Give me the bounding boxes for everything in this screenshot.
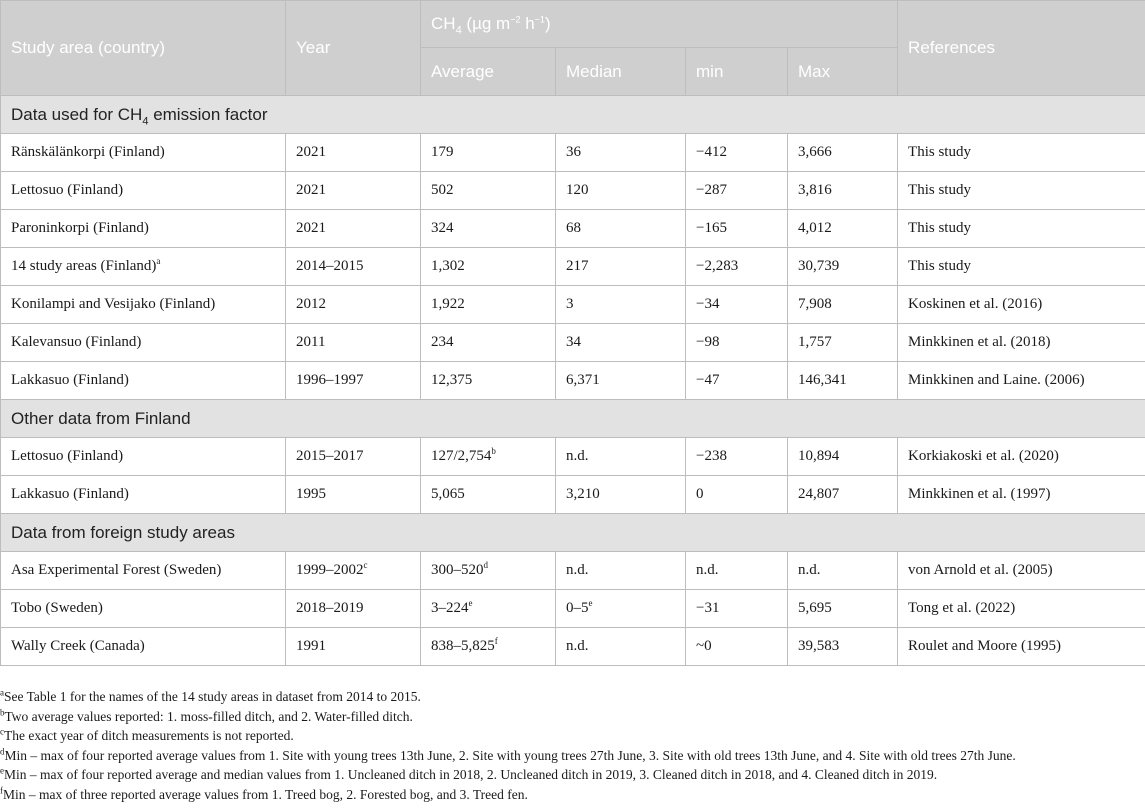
cell-average-value: 179 bbox=[431, 144, 454, 160]
cell-reference-value: This study bbox=[908, 182, 971, 198]
cell-average-footnote-mark: f bbox=[494, 636, 498, 646]
cell-average-footnote-mark: e bbox=[468, 598, 473, 608]
table-row bbox=[1, 134, 1145, 172]
cell-min-value: 0 bbox=[696, 486, 704, 502]
cell-median-value: 34 bbox=[566, 334, 581, 350]
cell-average-footnote-mark: d bbox=[483, 560, 488, 570]
cell-min-value: −2,283 bbox=[696, 258, 739, 274]
cell-reference bbox=[898, 324, 1145, 362]
cell-study-area-value: Asa Experimental Forest (Sweden) bbox=[11, 562, 222, 578]
cell-max-value: 4,012 bbox=[798, 220, 832, 236]
cell-average-value: 12,375 bbox=[431, 372, 473, 388]
cell-average bbox=[421, 438, 556, 476]
footnote bbox=[0, 765, 1145, 785]
cell-reference-value: This study bbox=[908, 144, 971, 160]
cell-study-area bbox=[1, 438, 286, 476]
cell-reference-value: Minkkinen and Laine. (2006) bbox=[908, 372, 1085, 388]
cell-reference bbox=[898, 286, 1145, 324]
cell-max bbox=[788, 628, 898, 666]
cell-study-area-value: Lettosuo (Finland) bbox=[11, 448, 124, 464]
footnote bbox=[0, 707, 1145, 727]
table-row bbox=[1, 590, 1145, 628]
cell-median bbox=[556, 476, 686, 514]
cell-study-area-value: Tobo (Sweden) bbox=[11, 600, 103, 616]
cell-min-value: n.d. bbox=[696, 562, 719, 578]
cell-study-area-value: Lakkasuo (Finland) bbox=[11, 372, 129, 388]
cell-year-value: 2011 bbox=[296, 334, 326, 350]
cell-reference bbox=[898, 552, 1145, 590]
cell-reference bbox=[898, 248, 1145, 286]
cell-reference bbox=[898, 476, 1145, 514]
cell-study-area-value: Wally Creek (Canada) bbox=[11, 638, 145, 654]
cell-median bbox=[556, 210, 686, 248]
cell-max-value: 3,816 bbox=[798, 182, 832, 198]
cell-max-value: 7,908 bbox=[798, 296, 832, 312]
cell-reference bbox=[898, 628, 1145, 666]
cell-average-value: 234 bbox=[431, 334, 454, 350]
footnote-text: Two average values reported: 1. moss-filled ditch, and 2. Water-filled ditch. bbox=[4, 708, 413, 724]
cell-year bbox=[286, 476, 421, 514]
footnote-mark: f bbox=[0, 785, 3, 795]
cell-min-value: −165 bbox=[696, 220, 727, 236]
table-row bbox=[1, 362, 1145, 400]
cell-average-value: 300–520 bbox=[431, 562, 484, 578]
ch4-units-b: h bbox=[520, 14, 535, 33]
cell-median-value: n.d. bbox=[566, 562, 589, 578]
cell-max bbox=[788, 286, 898, 324]
cell-min bbox=[686, 248, 788, 286]
ch4-units-exp1: −2 bbox=[510, 14, 521, 25]
cell-year bbox=[286, 438, 421, 476]
cell-year-value: 1995 bbox=[296, 486, 326, 502]
cell-median bbox=[556, 438, 686, 476]
cell-average-value: 838–5,825 bbox=[431, 638, 495, 654]
cell-median-value: 6,371 bbox=[566, 372, 600, 388]
col-header-year: Year bbox=[286, 1, 421, 96]
cell-year bbox=[286, 628, 421, 666]
cell-median-footnote-mark: e bbox=[588, 598, 593, 608]
cell-year bbox=[286, 590, 421, 628]
cell-study-area bbox=[1, 248, 286, 286]
cell-average bbox=[421, 172, 556, 210]
cell-reference bbox=[898, 172, 1145, 210]
cell-average-value: 1,302 bbox=[431, 258, 465, 274]
cell-max-value: 3,666 bbox=[798, 144, 832, 160]
cell-study-area-value: 14 study areas (Finland) bbox=[11, 258, 157, 274]
table-row bbox=[1, 286, 1145, 324]
cell-median-value: n.d. bbox=[566, 448, 589, 464]
cell-min bbox=[686, 476, 788, 514]
cell-max bbox=[788, 438, 898, 476]
col-header-max: Max bbox=[788, 48, 898, 96]
cell-max bbox=[788, 324, 898, 362]
cell-max-value: n.d. bbox=[798, 562, 821, 578]
cell-min bbox=[686, 590, 788, 628]
table-row bbox=[1, 438, 1145, 476]
cell-year bbox=[286, 362, 421, 400]
cell-min bbox=[686, 286, 788, 324]
cell-min-value: −98 bbox=[696, 334, 720, 350]
cell-min bbox=[686, 628, 788, 666]
cell-min bbox=[686, 134, 788, 172]
cell-study-area-value: Ränskälänkorpi (Finland) bbox=[11, 144, 165, 160]
cell-min-value: −412 bbox=[696, 144, 727, 160]
cell-year-value: 2021 bbox=[296, 144, 326, 160]
footnote bbox=[0, 746, 1145, 766]
cell-study-area-value: Paroninkorpi (Finland) bbox=[11, 220, 149, 236]
footnotes bbox=[0, 687, 1145, 804]
cell-study-area-footnote-mark: a bbox=[156, 256, 161, 266]
footnote-mark: e bbox=[0, 765, 4, 776]
cell-reference bbox=[898, 134, 1145, 172]
footnote-mark: c bbox=[0, 726, 4, 737]
cell-reference-value: Tong et al. (2022) bbox=[908, 600, 1016, 616]
cell-reference-value: Minkkinen et al. (2018) bbox=[908, 334, 1051, 350]
cell-reference-value: von Arnold et al. (2005) bbox=[908, 562, 1053, 578]
cell-max-value: 24,807 bbox=[798, 486, 840, 502]
table-body bbox=[1, 96, 1145, 666]
cell-min bbox=[686, 172, 788, 210]
cell-max bbox=[788, 134, 898, 172]
table-row bbox=[1, 476, 1145, 514]
col-header-min: min bbox=[686, 48, 788, 96]
cell-average bbox=[421, 476, 556, 514]
cell-year-value: 2021 bbox=[296, 182, 326, 198]
cell-year-footnote-mark: c bbox=[363, 560, 368, 570]
cell-reference bbox=[898, 438, 1145, 476]
ch4-prefix: CH bbox=[431, 14, 456, 33]
ch4-units-c: ) bbox=[544, 14, 551, 33]
cell-study-area-value: Kalevansuo (Finland) bbox=[11, 334, 142, 350]
cell-average-value: 127/2,754 bbox=[431, 448, 492, 464]
cell-median bbox=[556, 286, 686, 324]
cell-min-value: ~0 bbox=[696, 638, 712, 654]
footnote bbox=[0, 785, 1145, 805]
cell-max bbox=[788, 476, 898, 514]
cell-min bbox=[686, 552, 788, 590]
cell-year-value: 1996–1997 bbox=[296, 372, 364, 388]
cell-average bbox=[421, 286, 556, 324]
footnote-text: The exact year of ditch measurements is not reported. bbox=[4, 728, 294, 743]
cell-reference-value: Koskinen et al. (2016) bbox=[908, 296, 1043, 312]
cell-median-value: n.d. bbox=[566, 638, 589, 654]
cell-year-value: 2015–2017 bbox=[296, 448, 364, 464]
cell-study-area-value: Lakkasuo (Finland) bbox=[11, 486, 129, 502]
section-title bbox=[1, 96, 1145, 134]
cell-max bbox=[788, 552, 898, 590]
table-row bbox=[1, 248, 1145, 286]
cell-year-value: 1991 bbox=[296, 638, 326, 654]
cell-min-value: −287 bbox=[696, 182, 727, 198]
cell-reference-value: This study bbox=[908, 258, 971, 274]
footnote-text: Min – max of four reported average and median values from 1. Uncleaned ditch in 2018, 2. Uncleaned ditch in 2019, 3. Cleaned ditch in 2018, and 4. Cleaned ditch in 2019. bbox=[4, 767, 938, 782]
cell-year bbox=[286, 248, 421, 286]
cell-max-value: 39,583 bbox=[798, 638, 840, 654]
section-title bbox=[1, 514, 1145, 552]
cell-year bbox=[286, 552, 421, 590]
cell-max-value: 5,695 bbox=[798, 600, 832, 616]
table-row bbox=[1, 628, 1145, 666]
cell-year bbox=[286, 172, 421, 210]
section-title-text: Data used for CH bbox=[11, 104, 143, 124]
cell-average-value: 1,922 bbox=[431, 296, 465, 312]
cell-average-value: 3–224 bbox=[431, 600, 469, 616]
table-row bbox=[1, 324, 1145, 362]
cell-reference bbox=[898, 210, 1145, 248]
cell-max bbox=[788, 362, 898, 400]
cell-reference bbox=[898, 362, 1145, 400]
cell-reference-value: This study bbox=[908, 220, 971, 236]
cell-median bbox=[556, 628, 686, 666]
cell-max bbox=[788, 172, 898, 210]
cell-max bbox=[788, 248, 898, 286]
cell-average-footnote-mark: b bbox=[491, 446, 496, 456]
table-row bbox=[1, 172, 1145, 210]
cell-average bbox=[421, 248, 556, 286]
footnote-text: Min – max of three reported average values from 1. Treed bog, 2. Forested bog, and 3. Treed fen. bbox=[3, 786, 528, 802]
cell-median-value: 3 bbox=[566, 296, 574, 312]
cell-study-area bbox=[1, 628, 286, 666]
footnote-text: See Table 1 for the names of the 14 study areas in dataset from 2014 to 2015. bbox=[4, 689, 421, 704]
cell-median bbox=[556, 172, 686, 210]
footnote-mark: d bbox=[0, 746, 5, 756]
cell-study-area-value: Konilampi and Vesijako (Finland) bbox=[11, 296, 216, 312]
section-row bbox=[1, 96, 1145, 134]
footnote bbox=[0, 687, 1145, 707]
section-title-subscript: 4 bbox=[142, 114, 149, 127]
cell-average bbox=[421, 324, 556, 362]
footnote-text: Min – max of four reported average values from 1. Site with young trees 13th June, 2. Site with young trees 27th June, 3. Site with old trees 13th June, and 4. Site with old trees 27th June. bbox=[4, 747, 1016, 763]
ch4-units-exp2: −1 bbox=[534, 14, 545, 25]
cell-max-value: 10,894 bbox=[798, 448, 840, 464]
section-title-text: Other data from Finland bbox=[11, 408, 191, 428]
cell-year-value: 2018–2019 bbox=[296, 600, 364, 616]
cell-median-value: 36 bbox=[566, 144, 581, 160]
table-row bbox=[1, 210, 1145, 248]
ch4-units-a: (µg m bbox=[461, 14, 511, 33]
cell-year-value: 2014–2015 bbox=[296, 258, 364, 274]
cell-min-value: −31 bbox=[696, 600, 720, 616]
cell-median bbox=[556, 324, 686, 362]
cell-reference bbox=[898, 590, 1145, 628]
cell-average bbox=[421, 628, 556, 666]
cell-max-value: 1,757 bbox=[798, 334, 832, 350]
col-header-ch4 bbox=[421, 1, 898, 48]
cell-min-value: −238 bbox=[696, 448, 727, 464]
cell-study-area bbox=[1, 590, 286, 628]
footnote-mark: b bbox=[0, 707, 5, 717]
cell-reference-value: Korkiakoski et al. (2020) bbox=[908, 448, 1059, 464]
footnote-mark: a bbox=[0, 687, 4, 698]
cell-max bbox=[788, 590, 898, 628]
cell-min bbox=[686, 438, 788, 476]
cell-median bbox=[556, 134, 686, 172]
cell-average-value: 502 bbox=[431, 182, 454, 198]
cell-median-value: 217 bbox=[566, 258, 589, 274]
cell-year bbox=[286, 324, 421, 362]
col-header-average: Average bbox=[421, 48, 556, 96]
cell-median bbox=[556, 552, 686, 590]
cell-study-area bbox=[1, 134, 286, 172]
cell-reference-value: Roulet and Moore (1995) bbox=[908, 638, 1061, 654]
cell-average-value: 324 bbox=[431, 220, 454, 236]
section-row bbox=[1, 400, 1145, 438]
cell-study-area bbox=[1, 172, 286, 210]
cell-study-area bbox=[1, 552, 286, 590]
col-header-references: References bbox=[898, 1, 1145, 96]
cell-study-area-value: Lettosuo (Finland) bbox=[11, 182, 124, 198]
cell-study-area bbox=[1, 362, 286, 400]
cell-year bbox=[286, 210, 421, 248]
cell-year bbox=[286, 134, 421, 172]
col-header-median: Median bbox=[556, 48, 686, 96]
ch4-subscript: 4 bbox=[455, 24, 462, 37]
cell-median bbox=[556, 248, 686, 286]
cell-min bbox=[686, 324, 788, 362]
cell-max bbox=[788, 210, 898, 248]
header-row-1 bbox=[1, 1, 1145, 48]
cell-average bbox=[421, 552, 556, 590]
cell-max-value: 30,739 bbox=[798, 258, 840, 274]
cell-year-value: 1999–2002 bbox=[296, 562, 364, 578]
cell-study-area bbox=[1, 324, 286, 362]
footnote bbox=[0, 726, 1145, 746]
cell-median bbox=[556, 590, 686, 628]
cell-min bbox=[686, 362, 788, 400]
cell-average bbox=[421, 210, 556, 248]
cell-min-value: −47 bbox=[696, 372, 720, 388]
section-title-suffix: emission factor bbox=[148, 104, 268, 124]
section-title bbox=[1, 400, 1145, 438]
cell-min-value: −34 bbox=[696, 296, 720, 312]
section-row bbox=[1, 514, 1145, 552]
cell-median-value: 3,210 bbox=[566, 486, 600, 502]
cell-median-value: 0–5 bbox=[566, 600, 589, 616]
cell-study-area bbox=[1, 286, 286, 324]
cell-min bbox=[686, 210, 788, 248]
cell-year-value: 2012 bbox=[296, 296, 326, 312]
cell-average bbox=[421, 362, 556, 400]
cell-median-value: 68 bbox=[566, 220, 581, 236]
cell-average bbox=[421, 590, 556, 628]
cell-reference-value: Minkkinen et al. (1997) bbox=[908, 486, 1051, 502]
col-header-study-area: Study area (country) bbox=[1, 1, 286, 96]
cell-max-value: 146,341 bbox=[798, 372, 847, 388]
cell-median bbox=[556, 362, 686, 400]
section-title-text: Data from foreign study areas bbox=[11, 522, 235, 542]
cell-median-value: 120 bbox=[566, 182, 589, 198]
cell-average bbox=[421, 134, 556, 172]
table-row bbox=[1, 552, 1145, 590]
cell-year bbox=[286, 286, 421, 324]
cell-average-value: 5,065 bbox=[431, 486, 465, 502]
cell-study-area bbox=[1, 476, 286, 514]
cell-study-area bbox=[1, 210, 286, 248]
cell-year-value: 2021 bbox=[296, 220, 326, 236]
